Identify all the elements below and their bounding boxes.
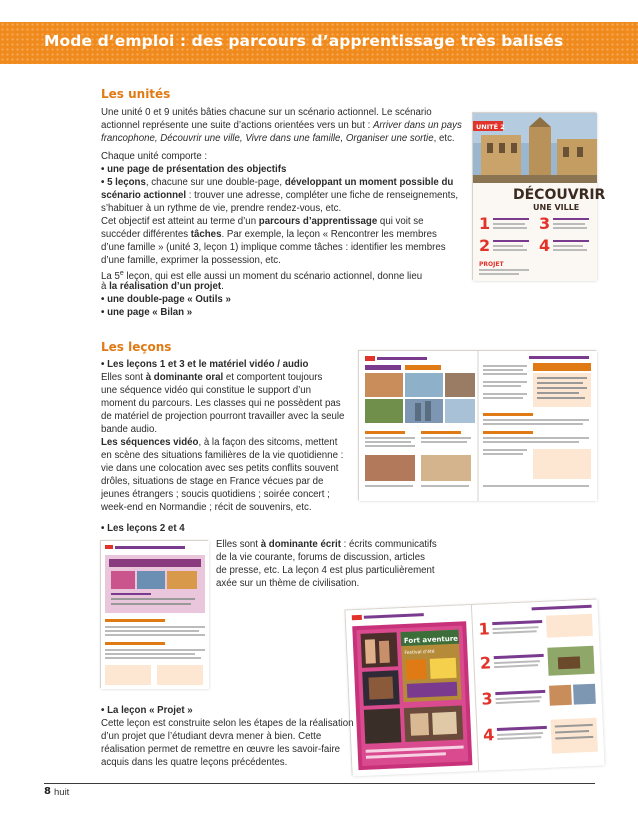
unites-scenario-line: scénario actionnel : trouver une adresse, compléter une fiche de renseignements, bbox=[101, 190, 459, 201]
svg-text:3: 3 bbox=[481, 689, 494, 709]
svg-text:1: 1 bbox=[478, 619, 491, 639]
unites-bullet-lecons: • 5 leçons, chacune sur une double-page, développant un moment possible du bbox=[101, 177, 454, 188]
unites-famille-line: d’une famille » (unité 3, leçon 1) implique comme tâches : identifier les membres bbox=[101, 242, 446, 253]
unites-bullet-objectifs: • une page de présentation des objectifs bbox=[101, 164, 287, 175]
lecons-projet-line4: acquis dans les quatre leçons précédentes. bbox=[101, 757, 288, 768]
unites-famille-line2: d’une famille, exprimer la possession, etc. bbox=[101, 255, 281, 266]
section-heading-unites: Les unités bbox=[101, 87, 171, 101]
lecons-line-a3: de matériel de projection pourront travailler avec la seule bbox=[101, 411, 345, 422]
lecons-elles-oral: Elles sont à dominante oral et comportent toujours bbox=[101, 372, 323, 383]
lecons-line-a1: une séquence vidéo qui constitue le support d’un bbox=[101, 385, 312, 396]
unit-tab-label: UNITÉ 2 bbox=[476, 123, 505, 131]
unites-intro-line1: Une unité 0 et 9 unités bâties chacune sur un scénario actionnel. Le scénario bbox=[101, 107, 432, 118]
lecons-line-a4: bande audio. bbox=[101, 424, 158, 435]
lecons-line-b3: drôles, situations de stage en France vécues par de bbox=[101, 476, 324, 487]
lecons-line-b4: jeunes étrangers ; soucis quotidiens ; soirée concert ; bbox=[101, 489, 330, 500]
page-number-word: huit bbox=[54, 787, 70, 798]
lecons-bullet-projet: • La leçon « Projet » bbox=[101, 705, 193, 716]
unites-comporte: Chaque unité comporte : bbox=[101, 151, 208, 162]
project-poster-subtitle: Festival d’été bbox=[404, 649, 435, 656]
oral-lesson-spread-thumbnail bbox=[358, 350, 596, 500]
unit-projet-label: PROJET bbox=[479, 261, 504, 268]
unites-lecon5-line: La 5e leçon, qui est elle aussi un moment du scénario actionnel, donne lieu bbox=[101, 270, 423, 283]
lecons-ecrit-line: Elles sont à dominante écrit : écrits communicatifs bbox=[216, 539, 437, 550]
project-poster-title: Fort aventure bbox=[403, 634, 459, 646]
lecons-line-b2: vie dans une colocation avec ses petits conflits souvent bbox=[101, 463, 339, 474]
unit-block-number-4: 4 bbox=[539, 236, 551, 255]
lecons-projet-line3: réalisation permet de remettre en œuvre les savoir-faire bbox=[101, 744, 341, 755]
lecons-line-b1: en scène des situations familières de la vie quotidienne : bbox=[101, 450, 344, 461]
unites-habituer-line: s’habituer à un rythme de vie, prendre rendez-vous, etc. bbox=[101, 203, 342, 214]
unites-taches-line: succéder différentes tâches. Par exemple, la leçon « Rencontrer les membres bbox=[101, 229, 437, 240]
lecons-ecrit-line3: de presse, etc. La leçon 4 est plus particulièrement bbox=[216, 565, 435, 576]
footer-rule bbox=[44, 783, 595, 784]
unites-bullet-outils: • une double-page « Outils » bbox=[101, 294, 231, 305]
written-lesson-page-thumbnail bbox=[100, 540, 208, 688]
unites-intro-line3: francophone, Découvrir une ville, Vivre dans une famille, Organiser une sortie, etc. bbox=[101, 133, 455, 144]
unit-block-number-1: 1 bbox=[479, 214, 491, 233]
svg-text:4: 4 bbox=[482, 725, 495, 745]
lecons-projet-line1: Cette leçon est construite selon les étapes de la réalisation bbox=[101, 718, 354, 729]
project-lesson-spread-thumbnail bbox=[344, 599, 603, 776]
unites-bullet-bilan: • une page « Bilan » bbox=[101, 307, 193, 318]
section-heading-lecons: Les leçons bbox=[101, 340, 172, 354]
page-title: Mode d’emploi : des parcours d’apprentissage très balisés bbox=[44, 32, 564, 50]
unit-title-line1: DÉCOUVRIR bbox=[513, 187, 606, 203]
lecons-sequences-line: Les séquences vidéo, à la façon des sitcoms, mettent bbox=[101, 437, 338, 448]
unites-objectif-line: Cet objectif est atteint au terme d’un parcours d’apprentissage qui voit se bbox=[101, 216, 424, 227]
svg-text:2: 2 bbox=[479, 653, 492, 673]
lecons-bullet-2-4: • Les leçons 2 et 4 bbox=[101, 523, 185, 534]
lecons-line-b5: week-end en Normandie ; récit de souvenirs, etc. bbox=[101, 502, 312, 513]
unites-projet-line: à la réalisation d’un projet. bbox=[101, 281, 224, 292]
unites-intro-line2: actionnel représente une suite d’actions orientées vers un but : Arriver dans un pays bbox=[101, 120, 462, 131]
lecons-bullet-1-3: • Les leçons 1 et 3 et le matériel vidéo / audio bbox=[101, 359, 309, 370]
lecons-projet-line2: d’un projet que l’étudiant devra mener à bien. Cette bbox=[101, 731, 322, 742]
lecons-line-a2: moment du parcours. Les classes qui ne possèdent pas bbox=[101, 398, 341, 409]
unit-block-number-3: 3 bbox=[539, 214, 551, 233]
lecons-ecrit-line2: de la vie courante, forums de discussion, articles bbox=[216, 552, 425, 563]
page-number: 8 bbox=[44, 786, 51, 797]
unit-opening-page-thumbnail bbox=[472, 112, 606, 280]
lecons-ecrit-line4: axée sur un thème de civilisation. bbox=[216, 578, 360, 589]
header-banner bbox=[0, 22, 638, 64]
unit-title-line2: UNE VILLE bbox=[533, 203, 580, 212]
unit-block-number-2: 2 bbox=[479, 236, 491, 255]
